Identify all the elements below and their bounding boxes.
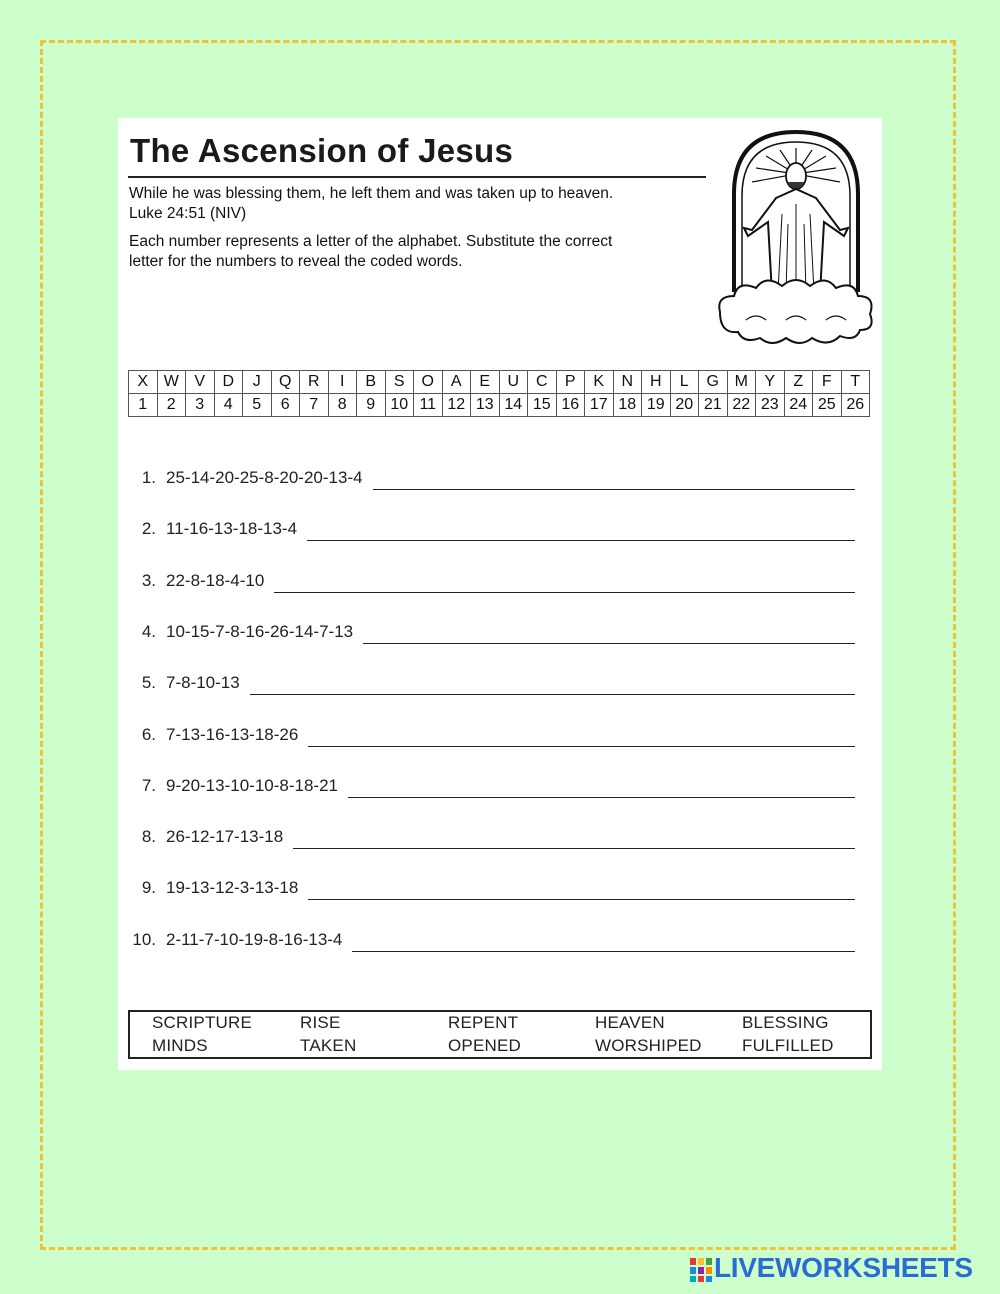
- number-code: 10-15-7-8-16-26-14-7-13: [166, 621, 354, 641]
- item-number: 10.: [132, 929, 156, 949]
- cipher-number: 21: [699, 394, 728, 417]
- worksheet: [118, 118, 882, 1070]
- cipher-letter: J: [243, 371, 272, 394]
- bible-verse: [129, 184, 709, 224]
- liveworksheets-logo-text: LIVEWORKSHEETS: [714, 1252, 973, 1283]
- cipher-letter: S: [385, 371, 414, 394]
- coded-word-item: [118, 665, 858, 695]
- liveworksheets-branding: [690, 1252, 990, 1286]
- number-code: 26-12-17-13-18: [166, 827, 284, 847]
- word-bank-word: SCRIPTURE: [152, 1013, 253, 1032]
- verse-text: While he was blessing them, he left them and was taken up to heaven.: [129, 185, 614, 202]
- coded-word-item: [118, 511, 858, 541]
- title-underline: [128, 176, 706, 178]
- cipher-letter: Y: [756, 371, 785, 394]
- cipher-letter: T: [841, 371, 870, 394]
- cipher-number: 26: [841, 394, 870, 417]
- cipher-letter: F: [813, 371, 842, 394]
- jesus-ascension-illustration: [716, 124, 874, 350]
- cipher-letter: V: [186, 371, 215, 394]
- number-code: 19-13-12-3-13-18: [166, 878, 299, 898]
- cipher-number: 16: [556, 394, 585, 417]
- cipher-letter: H: [642, 371, 671, 394]
- cipher-number: 4: [214, 394, 243, 417]
- coded-word-item: [118, 870, 858, 900]
- item-number: 4.: [141, 621, 156, 641]
- number-code: 9-20-13-10-10-8-18-21: [166, 775, 338, 795]
- cipher-letter: G: [699, 371, 728, 394]
- cipher-number: 17: [585, 394, 614, 417]
- cipher-letter: R: [300, 371, 329, 394]
- cipher-number: 8: [328, 394, 357, 417]
- cipher-numbers-row: [129, 394, 870, 417]
- cipher-letter: K: [585, 371, 614, 394]
- cipher-number: 15: [528, 394, 557, 417]
- cipher-number: 13: [471, 394, 500, 417]
- cipher-letter: E: [471, 371, 500, 394]
- answer-input[interactable]: [352, 928, 855, 952]
- answer-input[interactable]: [307, 517, 855, 541]
- word-bank-word: BLESSING: [742, 1013, 829, 1032]
- answer-input[interactable]: [348, 774, 855, 798]
- cipher-letter: O: [414, 371, 443, 394]
- instructions-line-2: letter for the numbers to reveal the coded words.: [129, 253, 463, 270]
- answer-input[interactable]: [308, 723, 855, 747]
- word-bank-word: REPENT: [448, 1013, 519, 1032]
- number-code: 7-8-10-13: [166, 673, 240, 693]
- cipher-letter: X: [129, 371, 158, 394]
- word-bank-word: FULFILLED: [742, 1036, 834, 1055]
- item-number: 6.: [141, 724, 156, 744]
- item-number: 5.: [141, 673, 156, 693]
- coded-word-item: [118, 717, 858, 747]
- cipher-letter: Q: [271, 371, 300, 394]
- cipher-number: 18: [613, 394, 642, 417]
- word-bank-word: WORSHIPED: [595, 1036, 702, 1055]
- cipher-number: 10: [385, 394, 414, 417]
- item-number: 3.: [141, 570, 156, 590]
- instructions-line-1: Each number represents a letter of the alphabet. Substitute the correct: [129, 233, 613, 250]
- cipher-letter: W: [157, 371, 186, 394]
- cipher-letter: A: [442, 371, 471, 394]
- cipher-number: 2: [157, 394, 186, 417]
- number-code: 7-13-16-13-18-26: [166, 724, 299, 744]
- cipher-number: 11: [414, 394, 443, 417]
- cipher-number: 9: [357, 394, 386, 417]
- instructions: [129, 232, 709, 272]
- cipher-number: 23: [756, 394, 785, 417]
- answer-input[interactable]: [363, 620, 855, 644]
- word-bank-word: HEAVEN: [595, 1013, 665, 1032]
- cipher-letter: L: [670, 371, 699, 394]
- item-number: 2.: [141, 519, 156, 539]
- cipher-number: 25: [813, 394, 842, 417]
- number-code: 2-11-7-10-19-8-16-13-4: [166, 929, 343, 949]
- cipher-number: 7: [300, 394, 329, 417]
- cipher-letter: I: [328, 371, 357, 394]
- cipher-number: 20: [670, 394, 699, 417]
- cipher-letter: D: [214, 371, 243, 394]
- cipher-number: 6: [271, 394, 300, 417]
- cipher-number: 24: [784, 394, 813, 417]
- cipher-number: 3: [186, 394, 215, 417]
- coded-word-item: [118, 460, 858, 490]
- cipher-number: 22: [727, 394, 756, 417]
- cipher-letters-row: [129, 371, 870, 394]
- answer-input[interactable]: [308, 876, 855, 900]
- coded-word-item: [118, 563, 858, 593]
- word-bank-word: OPENED: [448, 1036, 521, 1055]
- word-bank-word: TAKEN: [300, 1036, 357, 1055]
- number-code: 11-16-13-18-13-4: [166, 519, 298, 539]
- cipher-letter: Z: [784, 371, 813, 394]
- number-code: 22-8-18-4-10: [166, 570, 265, 590]
- item-number: 9.: [141, 878, 156, 898]
- coded-word-item: [118, 614, 858, 644]
- cipher-number: 1: [129, 394, 158, 417]
- liveworksheets-logo-icon: [690, 1258, 712, 1282]
- coded-word-item: [118, 922, 858, 952]
- cipher-letter: U: [499, 371, 528, 394]
- answer-input[interactable]: [293, 825, 855, 849]
- cipher-number: 19: [642, 394, 671, 417]
- cipher-letter: P: [556, 371, 585, 394]
- item-number: 8.: [141, 827, 156, 847]
- cipher-letter: N: [613, 371, 642, 394]
- cipher-letter: M: [727, 371, 756, 394]
- coded-word-item: [118, 768, 858, 798]
- coded-word-item: [118, 819, 858, 849]
- word-bank-word: RISE: [300, 1013, 341, 1032]
- answer-input[interactable]: [274, 569, 855, 593]
- cipher-number: 14: [499, 394, 528, 417]
- item-number: 1.: [141, 468, 156, 487]
- answer-input[interactable]: [373, 466, 855, 490]
- worksheet-title: The Ascension of Jesus: [130, 132, 514, 169]
- answer-input[interactable]: [250, 671, 855, 695]
- item-number: 7.: [141, 775, 156, 795]
- word-bank: [128, 1010, 872, 1059]
- cipher-number: 12: [442, 394, 471, 417]
- cipher-number: 5: [243, 394, 272, 417]
- number-code: 25-14-20-25-8-20-20-13-4: [166, 468, 363, 487]
- verse-reference: Luke 24:51 (NIV): [129, 205, 247, 222]
- cipher-letter: C: [528, 371, 557, 394]
- cipher-letter: B: [357, 371, 386, 394]
- cipher-key-table: [128, 370, 870, 417]
- word-bank-word: MINDS: [152, 1036, 208, 1055]
